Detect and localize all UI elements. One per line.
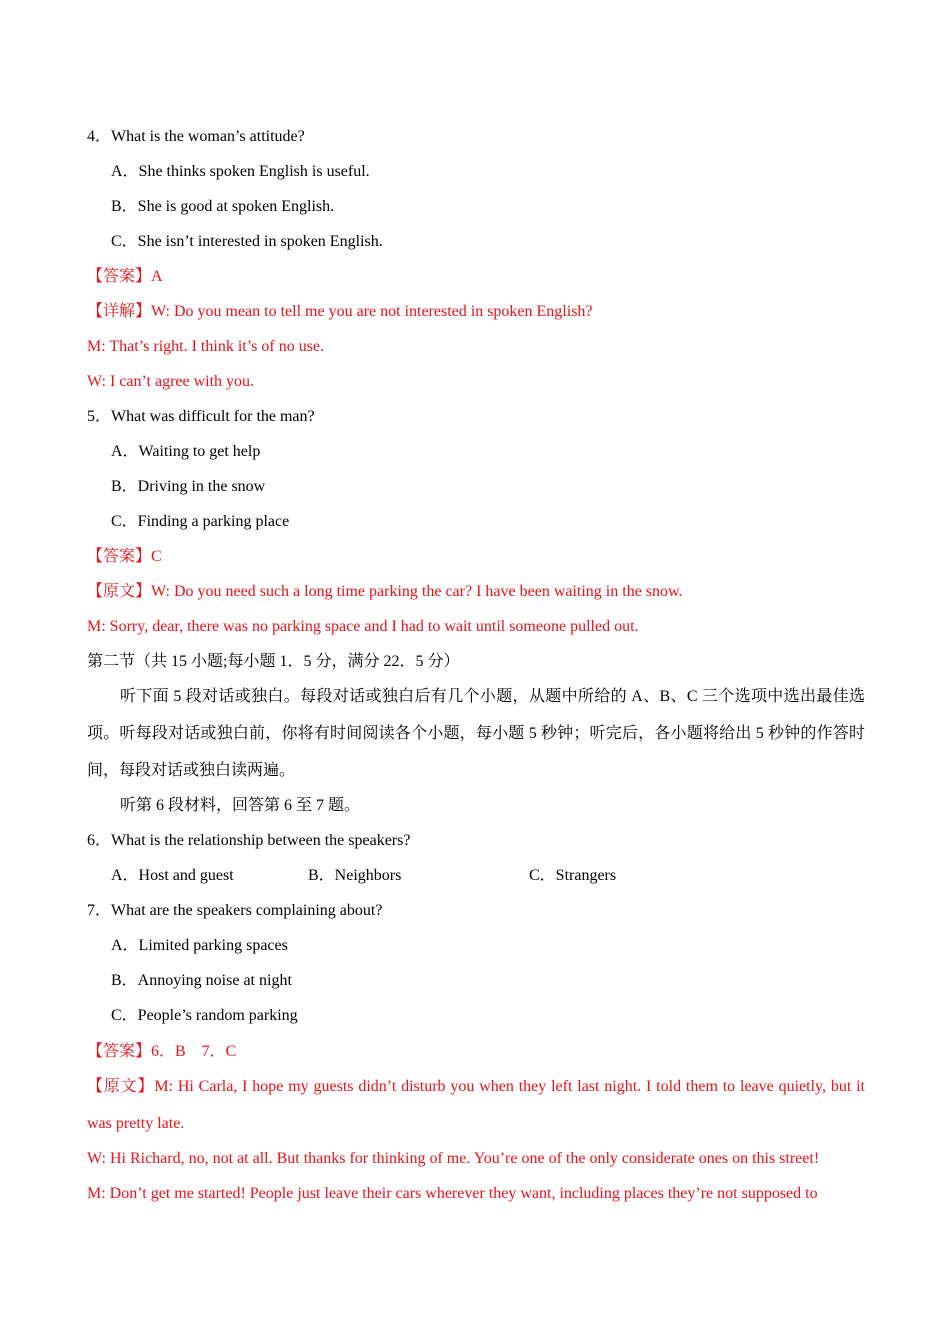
q4-answer: 【答案】A <box>87 268 163 285</box>
q4-option-b: B．She is good at spoken English. <box>111 198 335 215</box>
q4-option-c: C．She isn’t interested in spoken English. <box>111 233 383 250</box>
q6-question: 6．What is the relationship between the speakers? <box>87 832 411 849</box>
q7-script-line: M: Don’t get me started! People just leave their cars wherever they want, including places they’re not supposed to <box>87 1185 818 1202</box>
q7-script-line: W: Hi Richard, no, not at all. But thanks for thinking of me. You’re one of the only considerate ones on this street! <box>87 1150 820 1167</box>
q6-option-b: B．Neighbors <box>308 867 402 884</box>
q5-option-c: C．Finding a parking place <box>111 513 290 530</box>
q7-script-line: 【原文】M: Hi Carla, I hope my guests didn’t disturb you when they left last night. I told them to leave quietly, but it was pretty late. <box>87 1078 865 1132</box>
q7-question: 7．What are the speakers complaining about? <box>87 902 383 919</box>
q6-option-c: C．Strangers <box>529 867 617 884</box>
q4-script-line: W: I can’t agree with you. <box>87 373 255 390</box>
section-heading: 第二节（共 15 小题;每小题 1．5 分，满分 22．5 分） <box>87 653 460 670</box>
q5-script-line: 【原文】W: Do you need such a long time parking the car? I have been waiting in the snow. <box>87 583 683 600</box>
section-instructions: 听下面 5 段对话或独白。每段对话或独白后有几个小题，从题中所给的 A、B、C 三个选项中选出最佳选项。听每段对话或独白前，你将有时间阅读各个小题，每小题 5 秒钟；听完后，各小题将给出 5 秒钟的作答时间，每段对话或独白读两遍。 <box>87 688 865 779</box>
q6-option-a: A．Host and guest <box>111 867 234 884</box>
q5-script-line: M: Sorry, dear, there was no parking space and I had to wait until someone pulled out. <box>87 618 639 635</box>
q4-question: 4．What is the woman’s attitude? <box>87 128 305 145</box>
q5-answer: 【答案】C <box>87 548 162 565</box>
q5-option-b: B．Driving in the snow <box>111 478 266 495</box>
q7-option-c: C．People’s random parking <box>111 1007 298 1024</box>
q4-script-line: 【详解】W: Do you mean to tell me you are not interested in spoken English? <box>87 303 593 320</box>
material-note: 听第 6 段材料，回答第 6 至 7 题。 <box>120 797 361 814</box>
q6-7-answer: 【答案】6．B 7．C <box>87 1043 237 1060</box>
q4-option-a: A．She thinks spoken English is useful. <box>111 163 370 180</box>
q5-option-a: A．Waiting to get help <box>111 443 261 460</box>
q7-option-b: B．Annoying noise at night <box>111 972 292 989</box>
q5-question: 5．What was difficult for the man? <box>87 408 315 425</box>
q7-option-a: A．Limited parking spaces <box>111 937 288 954</box>
q4-script-line: M: That’s right. I think it’s of no use. <box>87 338 325 355</box>
